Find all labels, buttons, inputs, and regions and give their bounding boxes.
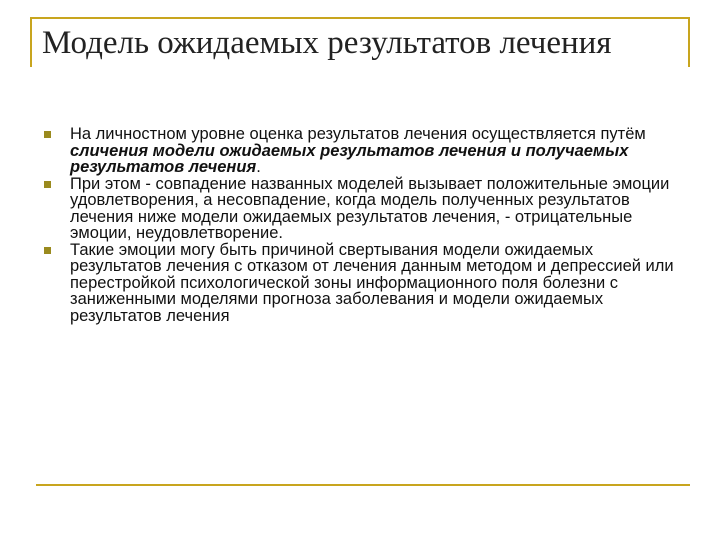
bullet-text-emphasis: сличения модели ожидаемых результатов лечения и получаемых результатов лечения	[70, 141, 629, 176]
slide-title: Модель ожидаемых результатов лечения	[42, 25, 612, 61]
bullet-item	[36, 242, 686, 325]
square-bullet-icon	[44, 181, 51, 188]
bullet-text: Такие эмоции могу быть причиной свертывания модели ожидаемых результатов лечения с отказом от лечения данным методом и депрессией или перестройкой психологической зоны информационного поля болезни с заниженными моделями прогноза заболевания и модели ожидаемых результатов лечения	[70, 240, 674, 325]
bullet-text: При этом - совпадение названных моделей вызывает положительные эмоции удовлетворения, а несовпадение, когда модель полученных результатов лечения ниже модели ожидаемых результатов лечения, - отрицательные эмоции, неудовлетворение.	[70, 174, 670, 242]
title-frame-top-rule	[30, 17, 690, 19]
bullet-item	[36, 126, 686, 176]
bottom-divider	[36, 484, 690, 486]
bullet-text-before: На личностном уровне оценка результатов лечения осуществляется путём	[70, 125, 646, 143]
square-bullet-icon	[44, 131, 51, 138]
square-bullet-icon	[44, 247, 51, 254]
bullet-text	[70, 126, 686, 176]
title-frame-left-rule	[30, 17, 32, 67]
title-frame-right-rule	[688, 17, 690, 67]
bullet-text-after: .	[256, 158, 261, 176]
bullet-item	[36, 176, 686, 242]
bullet-list	[36, 126, 686, 324]
